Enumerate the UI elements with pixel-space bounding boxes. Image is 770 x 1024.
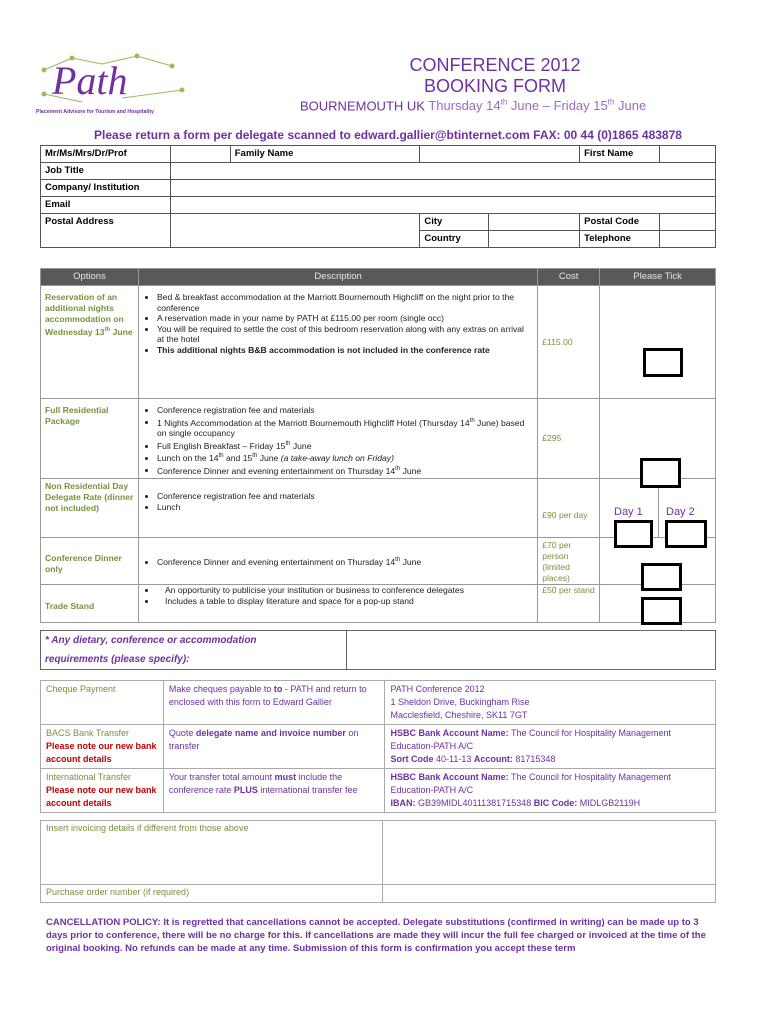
bank-note: Please note our new bank account details (46, 785, 157, 808)
invoice-details-label: Insert invoicing details if different from those above (46, 823, 249, 833)
email-label: Email (41, 197, 171, 214)
bank-note: Please note our new bank account details (46, 741, 157, 764)
cancellation-policy: CANCELLATION POLICY: It is regretted that cancellations cannot be accepted. Delegate substitutions (confirmed in writing) can be made up to 3 days prior to conference, there will be no charge for this. If cancellations are made they will incur the full fee charged or invoiced at the time of the original booking. No refunds can be made at any time. Submission of this form is confirmation you accept these term (46, 917, 706, 954)
dietary-requirements (40, 630, 716, 670)
tick-box-extra-night[interactable] (643, 348, 683, 377)
event-location: BOURNEMOUTH UK (300, 98, 425, 114)
tick-box-dinner[interactable] (641, 563, 682, 591)
delegate-details-table (40, 145, 716, 248)
option-cost: £50 per stand (538, 585, 600, 623)
option-row-trade-stand (41, 585, 716, 623)
international-transfer-label: International Transfer Please note our new bank account details (41, 769, 164, 813)
option-description: • Bed & breakfast accommodation at the Marriott Bournemouth Highcliff on the night prior to the conference • A reservation made in your name by PATH at £115.00 per room (single occ) • You will be required to settle the cost of this bedroom reservation along with any extras on arrival at the hotel • This additional nights B&B accommodation is not included in the conference rate (138, 286, 537, 399)
title-line-2: BOOKING FORM (423, 76, 566, 96)
option-cost: £115.00 (538, 286, 600, 399)
title-line-1: CONFERENCE 2012 (409, 55, 581, 75)
option-cost: £70 per person (limited places) (538, 538, 600, 585)
tick-box-trade-stand[interactable] (641, 597, 682, 625)
event-dates: Thursday 14th June – Friday 15th June (428, 98, 647, 114)
family-name-field[interactable] (420, 146, 580, 163)
cheque-payment-label: Cheque Payment (41, 681, 164, 725)
postal-code-field[interactable] (660, 214, 716, 231)
first-name-label: First Name (580, 146, 660, 163)
invoice-table (40, 820, 716, 903)
po-number-field-right[interactable] (382, 885, 715, 903)
cheque-address: PATH Conference 2012 1 Sheldon Drive, Buckingham Rise Macclesfield, Cheshire, SK11 7GT (385, 681, 716, 725)
country-label: Country (420, 231, 580, 248)
company-label: Company/ Institution (41, 180, 171, 197)
tick-cell (600, 286, 716, 399)
bacs-label: BACS Bank Transfer Please note our new bank account details (41, 725, 164, 769)
po-number-label: Purchase order number (if required) (46, 887, 190, 897)
cheque-instructions: Make cheques payable to to - PATH and return to enclosed with this form to Edward Gallier (163, 681, 385, 725)
postal-address-label: Postal Address (41, 214, 171, 248)
telephone-field[interactable] (660, 231, 716, 248)
international-bank-details: HSBC Bank Account Name: The Council for Hospitality Management Education-PATH A/C IBAN: GB39MIDL40111381715348 BIC Code: MIDLGB2119H (385, 769, 716, 813)
form-title (300, 55, 690, 97)
option-description: • Conference Dinner and evening entertainment on Thursday 14th June (138, 538, 537, 585)
telephone-label: Telephone (580, 231, 660, 248)
option-cost: £90 per day (538, 479, 600, 538)
logo-wordmark: Path (52, 58, 128, 103)
dietary-label: * Any dietary, conference or accommodation requirements (please specify): (41, 631, 347, 670)
invoice-details-field-right[interactable] (382, 821, 715, 885)
invoice-details-field[interactable] (41, 821, 383, 885)
options-header: Options (41, 269, 139, 286)
dietary-field[interactable] (346, 631, 715, 670)
day1-label: Day 1 (614, 506, 643, 518)
cost-header: Cost (538, 269, 600, 286)
postal-code-label: Postal Code (580, 214, 660, 231)
tick-box-full-residential[interactable] (640, 458, 681, 488)
description-header: Description (138, 269, 537, 286)
postal-address-field[interactable] (170, 214, 419, 248)
job-title-field[interactable] (170, 163, 715, 180)
day2-label: Day 2 (666, 506, 695, 518)
email-field[interactable] (170, 197, 715, 214)
tick-header: Please Tick (600, 269, 716, 286)
option-name: Non Residential Day Delegate Rate (dinner not included) (41, 479, 139, 538)
city-label: City (420, 214, 580, 231)
event-subtitle (300, 98, 700, 113)
family-name-label: Family Name (230, 146, 420, 163)
bacs-instructions: Quote delegate name and invoice number on transfer (163, 725, 385, 769)
po-number-field[interactable] (41, 885, 383, 903)
tick-box-day1[interactable] (614, 520, 653, 548)
option-cost: £295 (538, 399, 600, 479)
first-name-field[interactable] (660, 146, 716, 163)
return-instructions: Please return a form per delegate scanned to edward.gallier@btinternet.com FAX: 00 44 (0)1865 483878 (94, 128, 682, 142)
logo-tagline: Placement Advisors for Tourism and Hospitality (36, 109, 154, 115)
bacs-bank-details: HSBC Bank Account Name: The Council for Hospitality Management Education-PATH A/C Sort Code 40-11-13 Account: 81715348 (385, 725, 716, 769)
job-title-label: Job Title (41, 163, 171, 180)
option-row-extra-night (41, 286, 716, 399)
option-description: • Conference registration fee and materials • 1 Nights Accommodation at the Marriott Bournemouth Highcliff Hotel (Thursday 14th June) based on single occupancy • Full English Breakfast – Friday 15th June • Lunch on the 14th and 15th June (a take-away lunch on Friday) • Conference Dinner and evening entertainment on Thursday 14th June (138, 399, 537, 479)
path-logo (32, 50, 192, 120)
option-name: Full Residential Package (41, 399, 139, 479)
option-description: • An opportunity to publicise your institution or business to conference delegates • Includes a table to display literature and space for a pop-up stand (138, 585, 537, 623)
payment-table (40, 680, 716, 813)
options-table (40, 268, 716, 623)
tick-box-day2[interactable] (665, 520, 707, 548)
option-name: Conference Dinner only (41, 538, 139, 585)
international-instructions: Your transfer total amount must include the conference rate PLUS international transfer fee (163, 769, 385, 813)
title-label: Mr/Ms/Mrs/Dr/Prof (41, 146, 171, 163)
company-field[interactable] (170, 180, 715, 197)
option-description: • Conference registration fee and materials • Lunch (138, 479, 537, 538)
option-name: Trade Stand (41, 585, 139, 623)
option-name: Reservation of an additional nights accommodation on Wednesday 13th June (41, 286, 139, 399)
title-field[interactable] (170, 146, 230, 163)
option-row-full-residential (41, 399, 716, 479)
